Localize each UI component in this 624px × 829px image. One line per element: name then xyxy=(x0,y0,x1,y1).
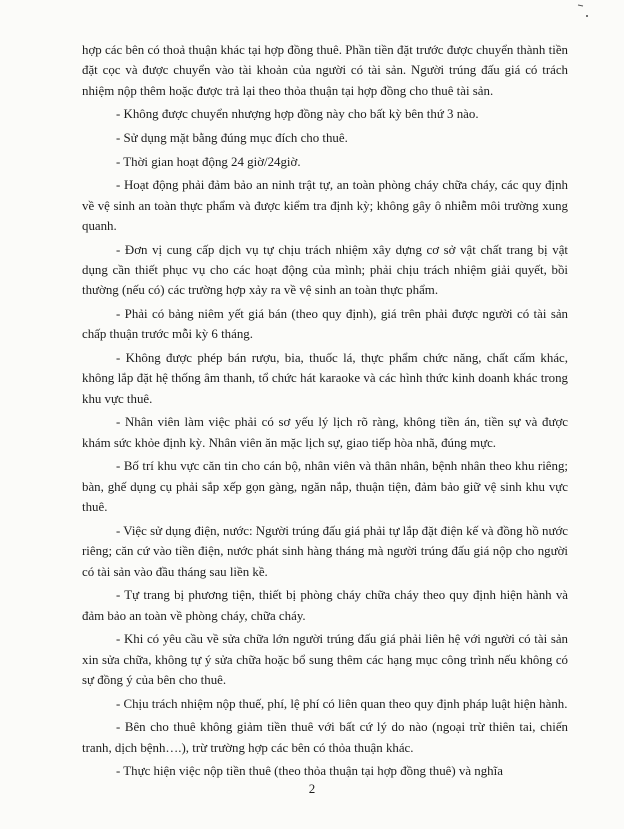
document-body xyxy=(82,40,568,785)
bullet-item: - Việc sử dụng điện, nước: Người trúng đấu giá phải tự lắp đặt điện kế và đồng hồ nước riêng; căn cứ vào tiền điện, nước phát sinh hàng tháng mà người trúng đấu giá nộp cho người có tài sản vào đầu tháng sau liền kề. xyxy=(82,523,568,579)
bullet-item: - Không được chuyển nhượng hợp đồng này cho bất kỳ bên thứ 3 nào. xyxy=(116,107,479,122)
bullet-item: - Nhân viên làm việc phải có sơ yếu lý lịch rõ ràng, không tiền án, tiền sự và được khám sức khỏe định kỳ. Nhân viên ăn mặc lịch sự, giao tiếp hòa nhã, đúng mực. xyxy=(82,415,568,450)
bullet-item: - Sử dụng mặt bằng đúng mục đích cho thuê. xyxy=(116,131,348,145)
bullet-item: - Phải có bảng niêm yết giá bán (theo quy định), giá trên phải được người có tài sản chấp thuận trước mỗi kỳ 6 tháng. xyxy=(82,307,568,342)
bullet-item: - Thực hiện việc nộp tiền thuê (theo thỏa thuận tại hợp đồng thuê) và nghĩa xyxy=(116,764,503,779)
bullet-item: - Hoạt động phải đảm bảo an ninh trật tự, an toàn phòng cháy chữa cháy, các quy định về vệ sinh an toàn thực phẩm và được kiểm tra định kỳ; không gây ô nhiễm môi trường xung quanh. xyxy=(82,178,568,233)
page-number: 2 xyxy=(308,781,316,796)
scan-mark-icon xyxy=(576,2,606,22)
paragraph: hợp các bên có thoả thuận khác tại hợp đồng thuê. Phần tiền đặt trước được chuyển thành tiền đặt cọc và được chuyển vào tài khoản của người có tài sản. Người trúng đấu giá có trách nhiệm nộp thêm hoặc được trả lại theo thỏa thuận tại hợp đồng cho thuê tài sản. xyxy=(82,43,568,98)
bullet-item: - Thời gian hoạt động 24 giờ/24giờ. xyxy=(116,154,301,169)
bullet-item: - Khi có yêu cầu về sửa chữa lớn người trúng đấu giá phải liên hệ với người có tài sản xin sửa chữa, không tự ý sửa chữa hoặc bổ sung thêm các hạng mục công trình nếu không có sự đồng ý của bên cho thuê. xyxy=(82,632,568,688)
bullet-item: - Tự trang bị phương tiện, thiết bị phòng cháy chữa cháy theo quy định hiện hành và đảm bảo an toàn về phòng cháy, chữa cháy. xyxy=(82,588,568,623)
bullet-item: - Không được phép bán rượu, bia, thuốc lá, thực phẩm chức năng, chất cấm khác, không lắp đặt hệ thống âm thanh, tổ chức hát karaoke và các hình thức kinh doanh khác trong khu vực thuê. xyxy=(82,351,568,406)
bullet-item: - Đơn vị cung cấp dịch vụ tự chịu trách nhiệm xây dựng cơ sở vật chất trang bị vật dụng cần thiết phục vụ cho các hoạt động của mình; phải chịu trách nhiệm giải quyết, bồi thường (nếu có) các trường hợp xảy ra về vệ sinh an toàn thực phẩm. xyxy=(82,242,568,298)
bullet-item: - Bên cho thuê không giảm tiền thuê với bất cứ lý do nào (ngoại trừ thiên tai, chiến tranh, dịch bệnh….), trừ trường hợp các bên có thỏa thuận khác. xyxy=(82,720,568,755)
bullet-item: - Chịu trách nhiệm nộp thuế, phí, lệ phí có liên quan theo quy định pháp luật hiện hành. xyxy=(116,696,568,711)
bullet-item: - Bố trí khu vực căn tin cho cán bộ, nhân viên và thân nhân, bệnh nhân theo khu riêng; bàn, ghế dụng cụ phải sắp xếp gọn gàng, ngăn nắp, thuận tiện, đảm bảo giữ vệ sinh khu vực thuê. xyxy=(82,459,568,515)
